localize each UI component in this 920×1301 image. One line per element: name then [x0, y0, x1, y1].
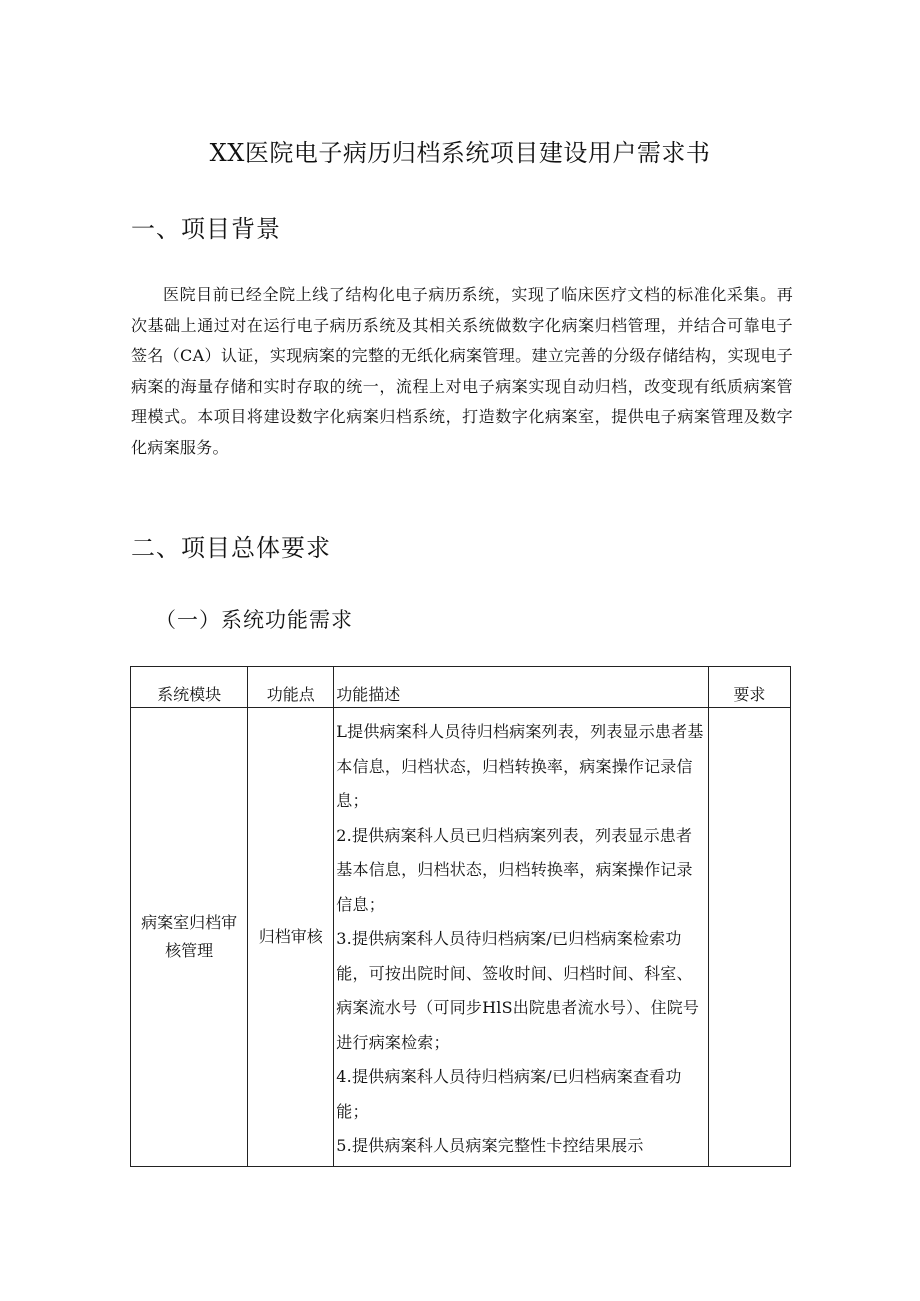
description-item: L提供病案科人员待归档病案列表，列表显示患者基本信息，归档状态，归档转换率，病案操作记录信息； — [336, 722, 704, 810]
requirements-table — [130, 666, 791, 1167]
description-item: 2.提供病案科人员已归档病案列表，列表显示患者基本信息，归档状态，归档转换率，病案操作记录信息； — [336, 825, 693, 914]
section-heading-requirements: 二、项目总体要求 — [131, 534, 331, 562]
document-title: XX医院电子病历归档系统项目建设用户需求书 — [209, 139, 711, 167]
description-item: 3.提供病案科人员待归档病案/已归档病案检索功能，可按出院时间、签收时间、归档时间、科室、病案流水号（可同步HlS出院患者流水号）、住院号进行病案检索； — [336, 929, 700, 1052]
description-item: 4.提供病案科人员待归档病案/已归档病案查看功能； — [336, 1067, 682, 1121]
section-heading-background: 一、项目背景 — [131, 215, 281, 243]
cell-function: 归档审核 — [248, 708, 334, 1167]
header-function: 功能点 — [248, 667, 334, 708]
cell-requirement — [708, 708, 790, 1167]
header-module: 系统模块 — [131, 667, 248, 708]
header-requirement: 要求 — [708, 667, 790, 708]
table-row — [131, 708, 791, 1167]
background-paragraph: 医院目前已经全院上线了结构化电子病历系统，实现了临床医疗文档的标准化采集。再次基础上通过对在运行电子病历系统及其相关系统做数字化病案归档管理，并结合可靠电子签名（CA）认证，实现病案的完整的无纸化病案管理。建立完善的分级存储结构，实现电子病案的海量存储和实时存取的统一，流程上对电子病案实现自动归档，改变现有纸质病案管理模式。本项目将建设数字化病案归档系统，打造数字化病案室，提供电子病案管理及数字化病案服务。 — [131, 285, 793, 457]
description-item: 5.提供病案科人员病案完整性卡控结果展示 — [336, 1136, 644, 1155]
header-description: 功能描述 — [334, 667, 709, 708]
cell-module: 病案室归档审核管理 — [131, 708, 248, 1167]
subsection-heading-functions: （一）系统功能需求 — [155, 608, 353, 632]
table-header-row — [131, 667, 791, 708]
cell-description — [334, 708, 709, 1167]
